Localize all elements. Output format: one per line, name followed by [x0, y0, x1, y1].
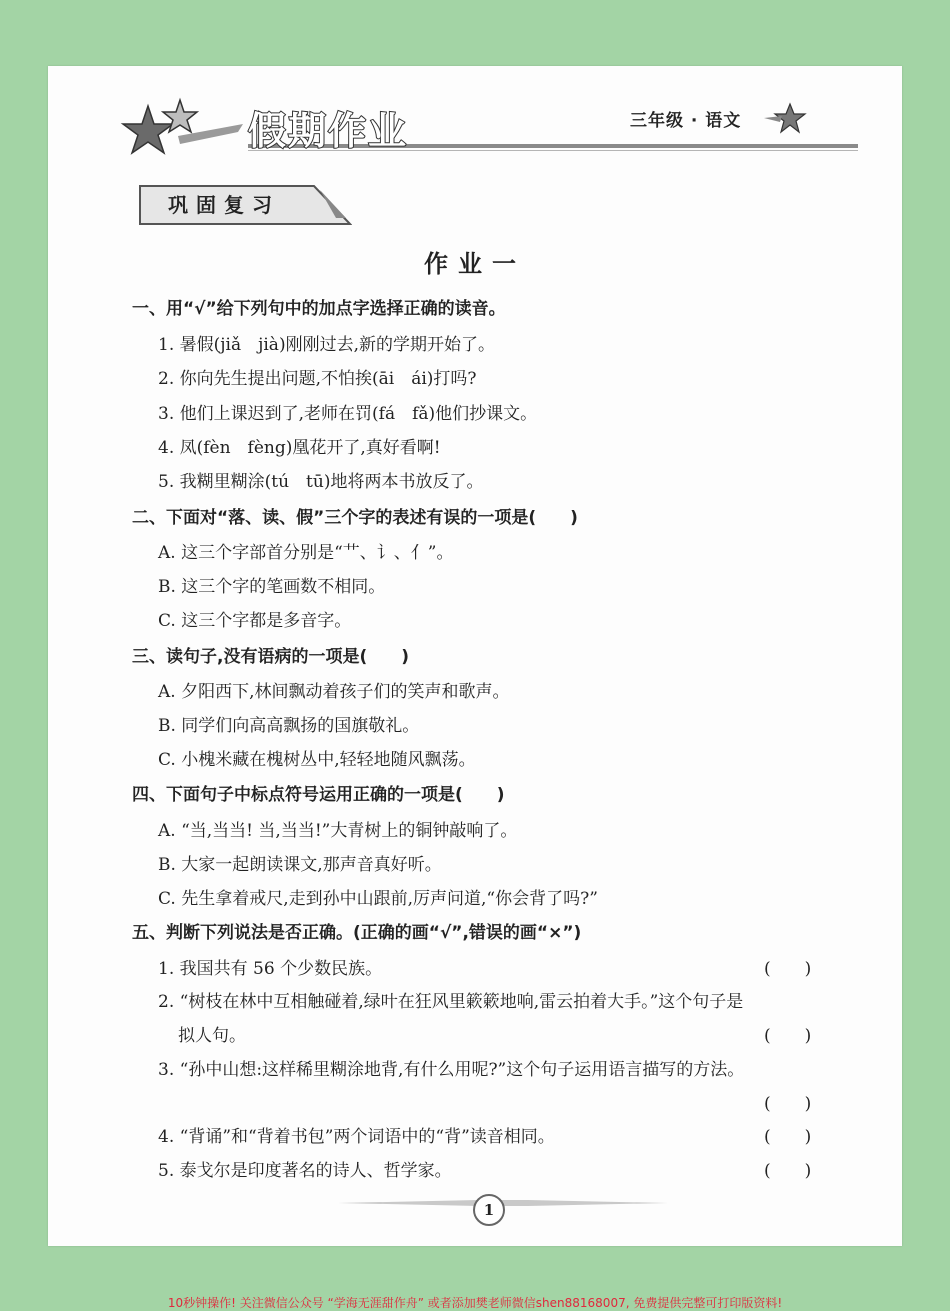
answer-parentheses: ( ): [764, 1094, 812, 1114]
q1-item-4: 4. 凤(fèn fèng)凰花开了,真好看啊!: [158, 438, 441, 458]
q3-option-b: B. 同学们向高高飘扬的国旗敬礼。: [158, 716, 420, 736]
stars-decoration-right-icon: [762, 100, 812, 140]
q3-option-a: A. 夕阳西下,林间飘动着孩子们的笑声和歌声。: [158, 682, 510, 702]
q2-option-b: B. 这三个字的笔画数不相同。: [158, 577, 386, 597]
q4-option-b: B. 大家一起朗读课文,那声音真好听。: [158, 855, 442, 875]
q1-item-5: 5. 我糊里糊涂(tú tū)地将两本书放反了。: [158, 472, 484, 492]
q5-item-4: 4. “背诵”和“背着书包”两个词语中的“背”读音相同。: [158, 1127, 555, 1147]
q1-item-2: 2. 你向先生提出问题,不怕挨(āi ái)打吗?: [158, 369, 477, 389]
homework-title: 作业一: [424, 249, 526, 278]
page-number: 1: [473, 1194, 505, 1226]
q3-option-c: C. 小槐米藏在槐树丛中,轻轻地随风飘荡。: [158, 750, 476, 770]
answer-parentheses: ( ): [764, 1026, 812, 1046]
q1-item-3: 3. 他们上课迟到了,老师在罚(fá fǎ)他们抄课文。: [158, 404, 538, 424]
q5-item-1: 1. 我国共有 56 个少数民族。: [158, 959, 383, 979]
section-tab-label: 巩固复习: [168, 193, 280, 217]
question-3-title: 三、读句子,没有语病的一项是( ): [132, 647, 409, 667]
answer-parentheses: ( ): [764, 1161, 812, 1181]
answer-parentheses: ( ): [764, 959, 812, 979]
question-2-title: 二、下面对“落、读、假”三个字的表述有误的一项是( ): [132, 508, 578, 528]
q2-option-c: C. 这三个字都是多音字。: [158, 611, 352, 631]
q5-item-3: 3. “孙中山想:这样稀里糊涂地背,有什么用呢?”这个句子运用语言描写的方法。: [158, 1060, 745, 1080]
promo-note: 10秒钟操作! 关注微信公众号 “学海无涯甜作舟” 或者添加樊老师微信shen88168007, 免费提供完整可打印版资料!: [167, 1296, 783, 1310]
q4-option-c: C. 先生拿着戒尺,走到孙中山跟前,厉声问道,“你会背了吗?”: [158, 889, 598, 909]
stars-decoration-left-icon: [118, 96, 248, 166]
q4-option-a: A. “当,当当! 当,当当!”大青树上的铜钟敲响了。: [158, 821, 518, 841]
answer-parentheses: ( ): [764, 1127, 812, 1147]
question-4-title: 四、下面句子中标点符号运用正确的一项是( ): [132, 785, 505, 805]
worksheet-page: [48, 66, 902, 1246]
question-1-title: 一、用“√”给下列句中的加点字选择正确的读音。: [132, 299, 506, 319]
q5-item-5: 5. 泰戈尔是印度著名的诗人、哲学家。: [158, 1161, 452, 1181]
question-5-title: 五、判断下列说法是否正确。(正确的画“√”,错误的画“×”): [132, 923, 582, 943]
header-title: 假期作业: [248, 109, 409, 153]
q2-option-a: A. 这三个字部首分别是“艹、讠、亻”。: [158, 543, 454, 563]
grade-subject-label: 三年级 · 语文: [630, 111, 742, 131]
q5-item-2: 2. “树枝在林中互相触碰着,绿叶在狂风里簌簌地响,雷云拍着大手。”这个句子是: [158, 992, 744, 1012]
q5-item-2-cont: 拟人句。: [178, 1026, 246, 1046]
q1-item-1: 1. 暑假(jiǎ jià)刚刚过去,新的学期开始了。: [158, 335, 495, 355]
